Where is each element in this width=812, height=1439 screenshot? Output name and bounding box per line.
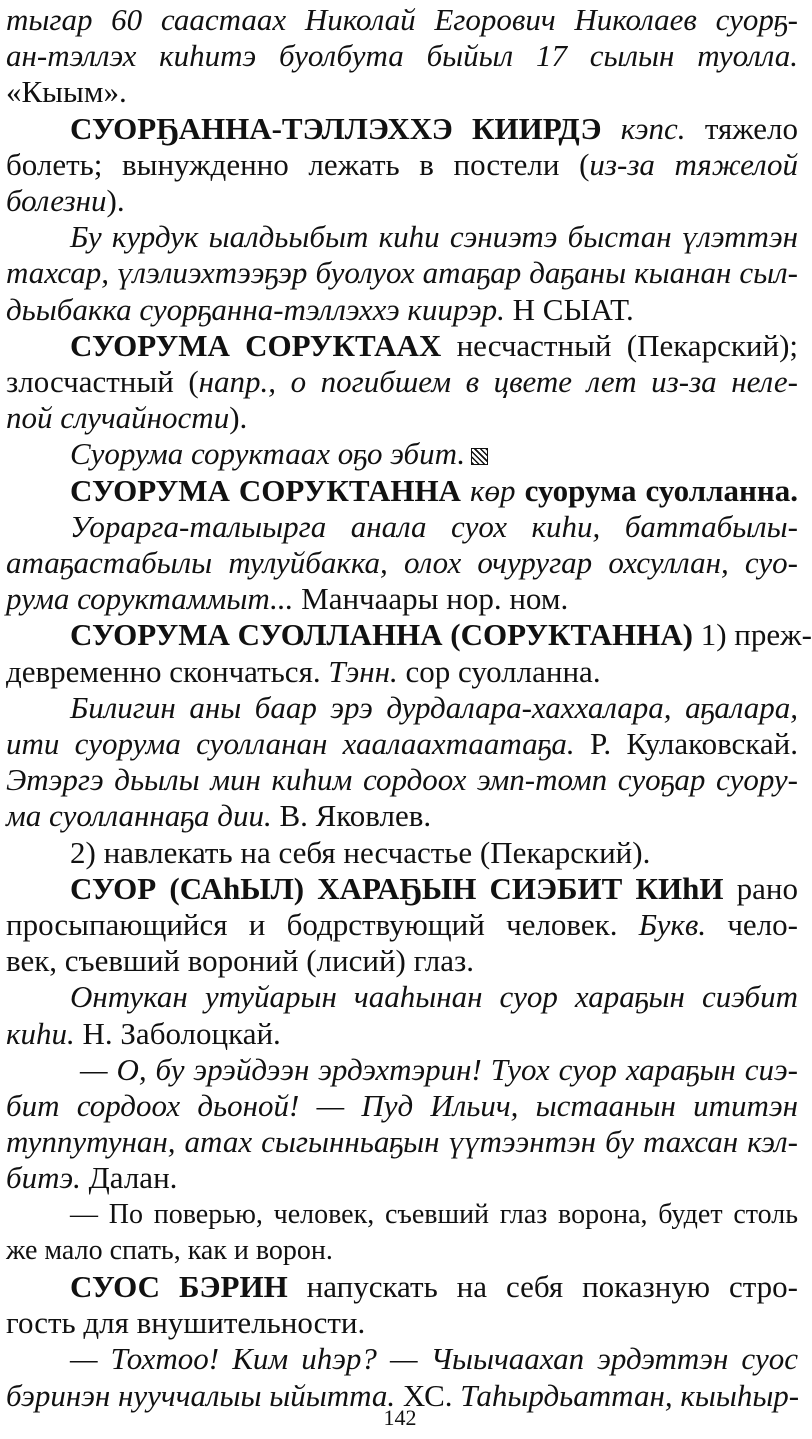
text-run: В. Яковлев. — [271, 798, 432, 834]
text-line — [6, 545, 798, 581]
text-line — [70, 1341, 798, 1377]
text-line — [70, 436, 798, 472]
text-line — [6, 1016, 798, 1052]
italic-text: Онтукан утуйарын чааhынан суор хараҕын сиэбит — [70, 979, 798, 1015]
headword: СУОРУМА СУОЛЛАННА (СОРУКТАННА) — [70, 617, 693, 653]
text-line — [6, 798, 798, 834]
italic-text: ити суорума суолланан хаалаахтаатаҕа. — [6, 726, 575, 761]
italic-text: Букв. — [638, 907, 707, 942]
text-run: напускать на себя показную стро- — [287, 1269, 798, 1304]
italic-text: ма суолланнаҕа дии. — [6, 798, 272, 834]
text-line — [6, 183, 798, 219]
text-run: злосчастный ( — [6, 364, 199, 399]
italic-text: пой случайности — [6, 400, 230, 436]
italic-text: — О, бу эрэйдээн эрдэхтэрин! Туох суор хараҕын сиэ- — [80, 1051, 798, 1087]
text-run: просыпающийся и бодрствующий человек. — [6, 907, 639, 942]
text-line — [70, 328, 798, 364]
italic-text: из-за тяжелой — [589, 146, 799, 182]
text-line — [70, 111, 798, 147]
text-run: Н СЫАТ. — [504, 291, 634, 327]
text-run: же мало спать, как и ворон. — [6, 1234, 333, 1266]
text-line — [6, 726, 798, 762]
text-line — [70, 617, 812, 653]
headword: СУОРУМА СОРУКТАННА — [70, 472, 471, 508]
text-run: девременно скончаться. — [6, 653, 329, 689]
text-run: несчастный (Пекарский); — [441, 327, 799, 363]
text-line — [6, 907, 798, 943]
text-run: ). — [106, 183, 125, 218]
text-line — [70, 1269, 798, 1305]
text-line — [70, 690, 798, 726]
text-run: Р. Кулаковскай. — [574, 726, 798, 761]
text-line — [80, 1052, 798, 1088]
text-line — [6, 1124, 798, 1160]
italic-text: туппутунан, атах сыгынньаҕын үүтээнтэн бу тахсан кэл- — [6, 1124, 798, 1160]
text-line — [6, 943, 798, 979]
text-run: болеть; вынужденно лежать в постели ( — [6, 146, 590, 182]
text-line — [70, 1197, 798, 1233]
text-line — [6, 1305, 798, 1341]
text-line — [6, 762, 798, 798]
italic-text: Билигин аны баар эрэ дурдалара-хаххалара, аҕалара, — [70, 689, 798, 725]
text-run — [516, 473, 525, 508]
italic-text: тахсар, үлэлиэхтээҕэр буолуох атаҕар даҕаны кыанан сыл- — [6, 255, 798, 291]
text-line — [6, 1088, 798, 1124]
text-line — [6, 255, 798, 291]
italic-text: бит сордоох дьоной! — Пуд Ильич, ыстаанын ититэн — [6, 1088, 798, 1123]
text-run: 2) навлекать на себя несчастье (Пекарский). — [70, 834, 651, 870]
italic-text: тыгар 60 саастаах Николай Егорович Николаев суорҕ- — [6, 2, 798, 37]
italic-text: Тэнн. — [328, 653, 398, 689]
headword: суорума суолланна. — [524, 472, 798, 508]
italic-text: дьыбакка суорҕанна-тэллэххэ киирэр. — [6, 291, 505, 327]
text-line — [6, 2, 798, 38]
italic-text: Этэргэ дьылы мин киhим сордоох эмп-томп суоҕар суору- — [6, 762, 798, 798]
text-line — [6, 654, 798, 690]
text-run: чело- — [706, 907, 798, 942]
text-line — [70, 473, 798, 509]
text-run: Н. Заболоцкай. — [74, 1015, 281, 1051]
text-run: гость для внушительности. — [6, 1305, 366, 1341]
text-run: ). — [229, 400, 248, 436]
headword: СУОРҔАННА-ТЭЛЛЭХХЭ КИИРДЭ — [70, 110, 621, 146]
text-run: век, съевший вороний (лисий) глаз. — [6, 943, 474, 979]
italic-text: Суорума соруктаах оҕо эбит. — [70, 436, 466, 472]
italic-text: битэ. — [6, 1160, 81, 1196]
italic-text: ан-тэллэх киhитэ буолбута быйыл 17 сылын туолла. — [6, 38, 798, 74]
italic-text: Таhырдьаттан, кыыhыр- — [460, 1377, 800, 1413]
italic-text: Бу курдук ыалдьыбыт киhи сэниэтэ быстан үлэттэн — [70, 219, 798, 255]
text-line — [6, 581, 798, 617]
italic-text: кэпс. — [620, 110, 686, 146]
text-line — [70, 871, 798, 907]
text-run: «Кыым». — [6, 74, 127, 110]
text-run: рано — [723, 870, 798, 906]
hatched-box-icon — [471, 448, 488, 465]
italic-text: Уорарга-талыырга анала суох киhи, баттабылы- — [70, 508, 798, 544]
page-number: 142 — [383, 1405, 417, 1430]
text-line — [70, 219, 798, 255]
text-line — [6, 147, 798, 183]
text-line — [6, 1160, 798, 1196]
text-line — [70, 835, 798, 871]
text-run: ХС. — [395, 1377, 461, 1413]
italic-text: киhи. — [6, 1015, 75, 1051]
italic-text: бэринэн нууччалыы ыйытта. — [6, 1377, 396, 1413]
text-run: Манчаары нор. ном. — [293, 581, 569, 617]
text-line — [6, 74, 798, 110]
headword: СУОРУМА СОРУКТААХ — [70, 327, 442, 363]
text-run: 1) преж- — [692, 617, 812, 653]
text-line — [6, 400, 798, 436]
text-line — [70, 979, 798, 1015]
headword: СУОС БЭРИН — [70, 1269, 288, 1304]
headword: СУОР (САhЫЛ) ХАРАҔЫН СИЭБИТ КИhИ — [70, 870, 724, 906]
text-run: тяжело — [685, 110, 799, 146]
italic-text: рума соруктаммыт... — [6, 581, 294, 617]
italic-text: — Тохтоо! Ким иhэр? — Чыычаахап эрдэттэн суос — [70, 1341, 798, 1377]
text-line — [6, 38, 798, 74]
text-run: — По поверью, человек, съевший глаз ворона, будет столь — [70, 1198, 798, 1230]
text-line — [6, 292, 798, 328]
text-line — [70, 509, 798, 545]
text-run: сор суолланна. — [397, 653, 601, 689]
italic-text: атаҕастабылы тулуйбакка, олох очуругар охсуллан, суо- — [6, 545, 798, 580]
text-line — [6, 364, 798, 400]
text-line — [6, 1233, 798, 1269]
italic-text: болезни — [6, 183, 107, 218]
italic-text: көр — [470, 472, 516, 508]
italic-text: напр., о погибшем в цвете лет из-за неле- — [198, 364, 798, 399]
text-run: Далан. — [80, 1160, 178, 1196]
